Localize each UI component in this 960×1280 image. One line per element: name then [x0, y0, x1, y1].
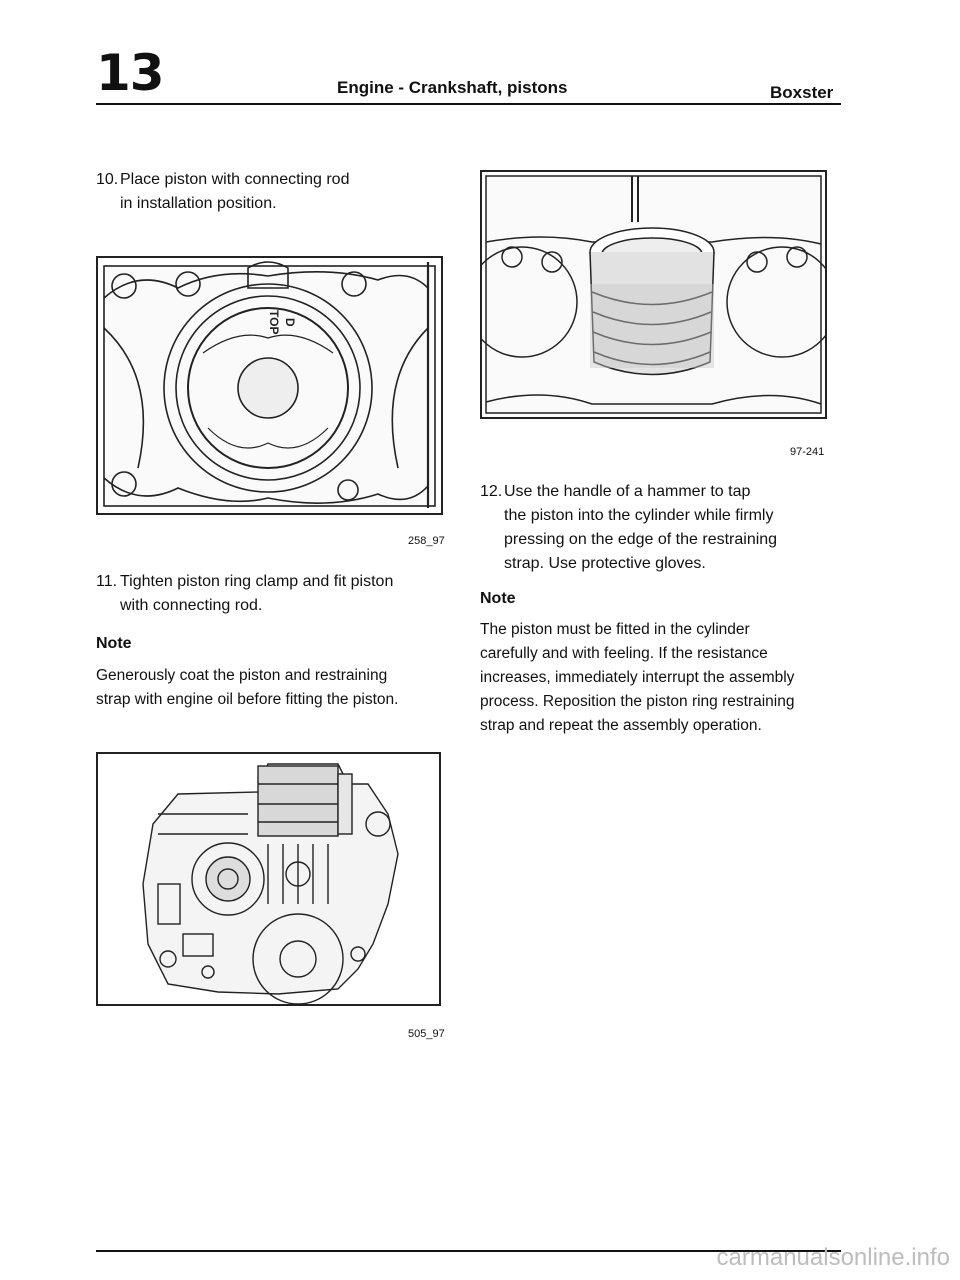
step-text-line: with connecting rod.	[120, 597, 263, 614]
header-rule	[96, 103, 841, 105]
step-text-line: pressing on the edge of the restraining	[504, 531, 778, 548]
step-number: 12.	[480, 483, 503, 500]
step-text-line: Use the handle of a hammer to tap	[504, 483, 751, 500]
chapter-number: 13	[96, 44, 164, 102]
engine-block-illustration	[98, 754, 439, 1004]
note-heading: Note	[96, 635, 132, 652]
step-text-line: Tighten piston ring clamp and fit piston	[120, 573, 394, 590]
step-12	[480, 480, 840, 576]
figure-ref: 258_97	[408, 535, 445, 547]
piston-ring-clamp-illustration	[482, 172, 825, 417]
section-title: Engine - Crankshaft, pistons	[337, 78, 568, 97]
figure-piston-installation	[96, 256, 443, 515]
step-text-line: in installation position.	[120, 195, 277, 212]
note-line: strap with engine oil before fitting the piston.	[96, 691, 399, 708]
model-name: Boxster	[770, 83, 834, 102]
step-text-line: Place piston with connecting rod	[120, 171, 350, 188]
step-11	[96, 570, 476, 618]
note-text	[96, 664, 476, 712]
figure-engine-block	[96, 752, 441, 1006]
figure-ref: 97-241	[790, 446, 825, 458]
note-line: carefully and with feeling. If the resistance	[480, 645, 768, 662]
step-number: 11.	[96, 573, 118, 590]
note-text	[480, 618, 840, 738]
figure-ref: 505_97	[408, 1028, 445, 1040]
step-10	[96, 168, 476, 216]
step-text-line: the piston into the cylinder while firmly	[504, 507, 774, 524]
step-number: 10.	[96, 171, 119, 188]
note-line: increases, immediately interrupt the assembly	[480, 669, 795, 686]
note-line: strap and repeat the assembly operation.	[480, 717, 762, 734]
piston-marking-top: TOP	[267, 310, 281, 335]
figure-ring-clamp	[480, 170, 827, 419]
piston-cylinder-illustration	[98, 258, 441, 513]
note-heading: Note	[480, 590, 516, 607]
step-text-line: strap. Use protective gloves.	[504, 555, 706, 572]
watermark: carmanualsonline.info	[716, 1244, 950, 1271]
note-line: Generously coat the piston and restraining	[96, 667, 388, 684]
note-line: The piston must be fitted in the cylinder	[480, 621, 750, 638]
piston-marking-d: D	[283, 318, 297, 327]
note-line: process. Reposition the piston ring restraining	[480, 693, 795, 710]
